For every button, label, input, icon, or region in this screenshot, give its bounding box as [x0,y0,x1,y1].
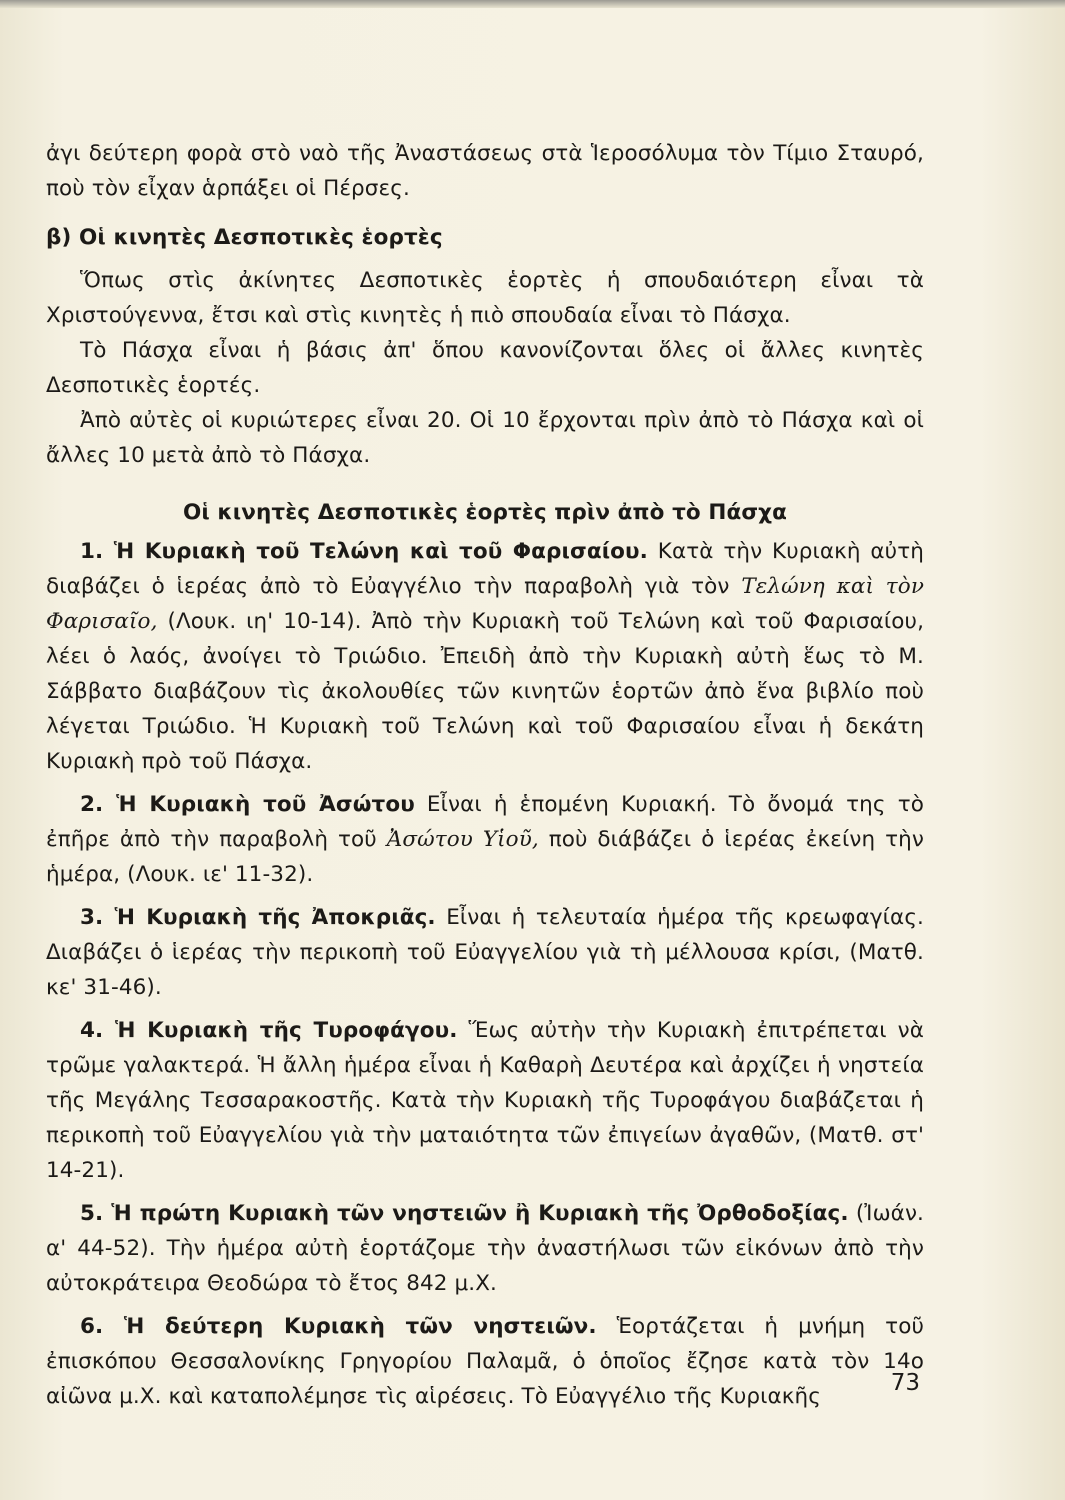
list-item-text: (Λουκ. ιη' 10-14). Ἀπὸ τὴν Κυριακὴ τοῦ Τελώνη καὶ τοῦ Φαρισαίου, λέει ὁ λαός, ἀνοίγει τὸ Τριώδιο. Ἐπειδὴ ἀπὸ τὴν Κυριακὴ αὐτὴ ἕως τὸ Μ. Σάββατο διαβάζουν τὶς ἀκολουθίες τῶν κινητῶν ἑορτῶν ἀπὸ ἕνα βιβλίο ποὺ λέγεται Τριώδιο. Ἡ Κυριακὴ τοῦ Τελώνη καὶ τοῦ Φαρισαίου εἶναι ἡ δεκάτη Κυριακὴ πρὸ τοῦ Πάσχα. [46,609,924,774]
list-item-2 [46,787,924,892]
list-item-text: Κατὰ τὴν Κυριακὴ αὐτὴ διαβάζει ὁ ἱερέας ἀπὸ τὸ Εὐαγγέλιο τὴν παραβολὴ γιὰ τὸν [46,539,924,599]
list-item-text: Ἑορτάζεται ἡ μνήμη τοῦ ἐπισκόπου Θεσσαλονίκης Γρηγορίου Παλαμᾶ, ὁ ὁποῖος ἔζησε κατὰ τὸν 14ο αἰῶνα μ.Χ. καὶ καταπολέμησε τὶς αἱρέσεις. Τὸ Εὐαγγέλιο τῆς Κυριακῆς [46,1314,924,1409]
list-item-text: (Ἰωάν. α' 44-52). Τὴν ἡμέρα αὐτὴ ἑορτάζομε τὴν ἀναστήλωσι τῶν εἰκόνων ἀπὸ τὴν αὐτοκράτειρα Θεοδώρα τὸ ἔτος 842 μ.Χ. [46,1201,924,1296]
list-item-text: ποὺ διάβάζει ὁ ἱερέας ἐκείνη τὴν ἡμέρα, (Λουκ. ιε' 11-32). [46,827,924,887]
list-item-italic: Ἀσώτου Υἱοῦ, [386,827,539,852]
list-item-title: 2. Ἡ Κυριακὴ τοῦ Ἀσώτου [80,792,415,817]
page-number: 73 [890,1370,920,1396]
list-item-italic: Τελώνη καὶ τὸν Φαρισαῖο, [46,574,924,634]
paragraph-count: Ἀπὸ αὐτὲς οἱ κυριώτερες εἶναι 20. Οἱ 10 ἔρχονται πρὶν ἀπὸ τὸ Πάσχα καὶ οἱ ἄλλες 10 μετὰ ἀπὸ τὸ Πάσχα. [46,408,924,468]
paragraph-intro: Ὅπως στὶς ἀκίνητες Δεσποτικὲς ἑορτὲς ἡ σπουδαιότερη εἶναι τὰ Χριστούγεννα, ἔτσι καὶ στὶς κινητὲς ἡ πιὸ σπουδαία εἶναι τὸ Πάσχα. [46,268,924,328]
list-item-1 [46,534,924,779]
list-item-title: 1. Ἡ Κυριακὴ τοῦ Τελώνη καὶ τοῦ Φαρισαίου. [80,539,648,564]
page-edge-shadow [0,0,1065,8]
subsection-heading: Οἱ κινητὲς Δεσποτικὲς ἑορτὲς πρὶν ἀπὸ τὸ Πάσχα [182,500,788,525]
list-item-title: 5. Ἡ πρώτη Κυριακὴ τῶν νηστειῶν ἢ Κυριακὴ τῆς Ὀρθοδοξίας. [80,1201,849,1226]
list-item-title: 6. Ἡ δεύτερη Κυριακὴ τῶν νηστειῶν. [80,1314,597,1339]
list-item-text: Ἕως αὐτὴν τὴν Κυριακὴ ἐπιτρέπεται νὰ τρῶμε γαλακτερά. Ἡ ἄλλη ἡμέρα εἶναι ἡ Καθαρὴ Δευτέρα καὶ ἀρχίζει ἡ νηστεία τῆς Μεγάλης Τεσσαρακοστῆς. Κατὰ τὴν Κυριακὴ τῆς Τυροφάγου διαβάζεται ἡ περικοπὴ τοῦ Εὐαγγελίου γιὰ τὴν ματαιότητα τῶν ἐπιγείων ἀγαθῶν, (Ματθ. στ' 14-21). [46,1018,925,1183]
list-item-5 [46,1196,924,1301]
list-item-text: Εἶναι ἡ ἑπομένη Κυριακή. Τὸ ὄνομά της τὸ ἐπῆρε ἀπὸ τὴν παραβολὴ τοῦ [46,792,924,852]
list-item-3 [46,900,924,1005]
list-item-title: 3. Ἡ Κυριακὴ τῆς Ἀποκριᾶς. [80,905,436,930]
section-heading-b: β) Οἱ κινητὲς Δεσποτικὲς ἑορτὲς [46,225,443,250]
list-item-title: 4. Ἡ Κυριακὴ τῆς Τυροφάγου. [80,1018,458,1043]
page-body [46,136,924,1414]
list-item-4 [46,1013,924,1188]
paragraph-pascha-basis: Τὸ Πάσχα εἶναι ἡ βάσις ἀπ' ὅπου κανονίζονται ὅλες οἱ ἄλλες κινητὲς Δεσποτικὲς ἑορτές. [46,338,924,398]
list-item-text: Εἶναι ἡ τελευταία ἡμέρα τῆς κρεωφαγίας. Διαβάζει ὁ ἱερέας τὴν περικοπὴ τοῦ Εὐαγγελίου γιὰ τὴ μέλλουσα κρίσι, (Ματθ. κε' 31-46). [46,905,924,1000]
list-item-6 [46,1309,924,1414]
paragraph-continuation: ἀγι δεύτερη φορὰ στὸ ναὸ τῆς Ἀναστάσεως στὰ Ἱεροσόλυμα τὸν Τίμιο Σταυρό, ποὺ τὸν εἶχαν ἁρπάξει οἱ Πέρσες. [46,141,924,201]
